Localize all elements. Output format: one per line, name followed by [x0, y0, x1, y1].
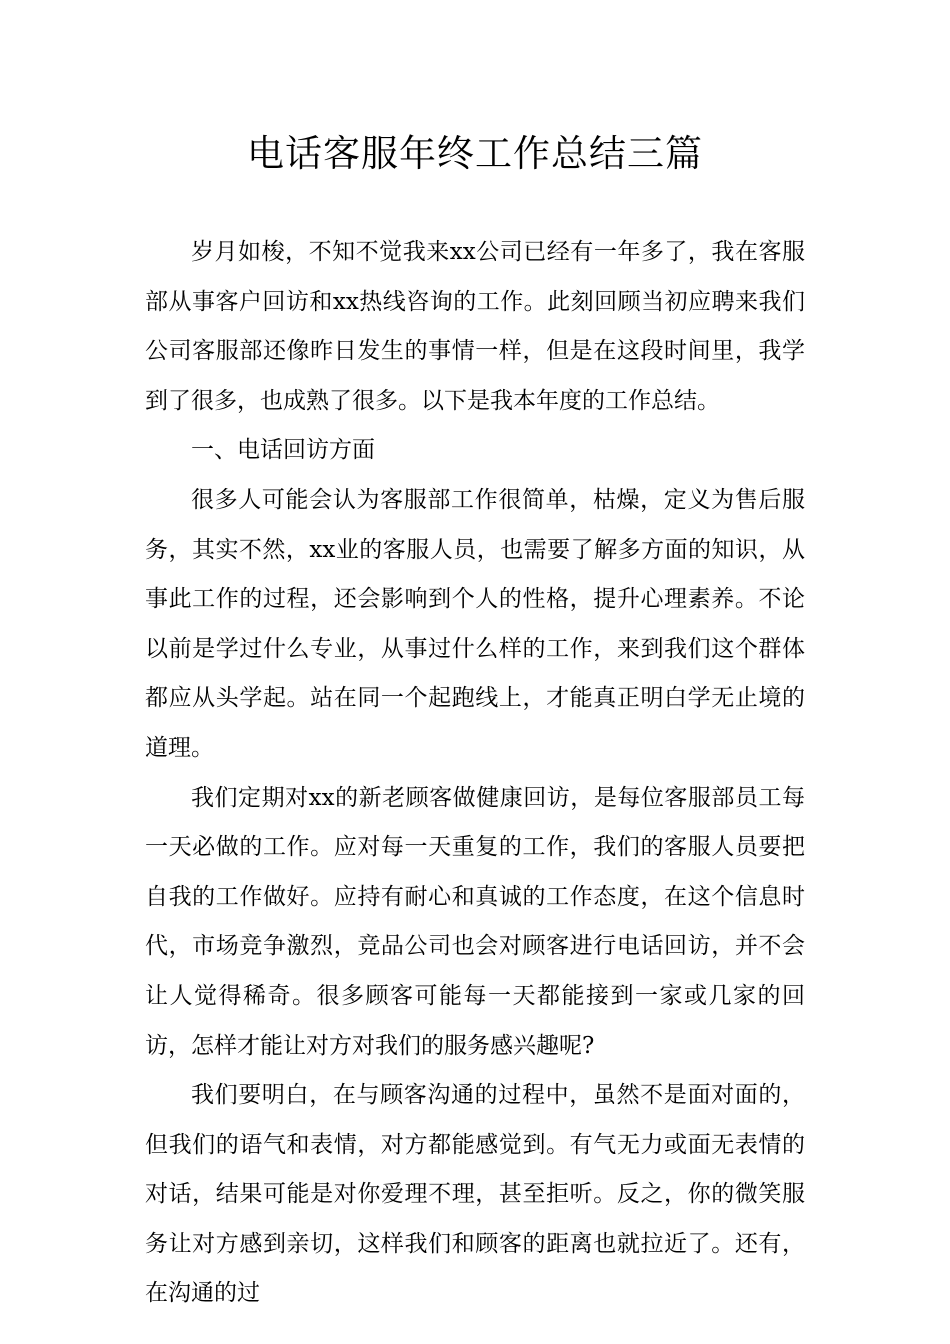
- paragraph-regular-followup: 我们定期对xx的新老顾客做健康回访，是每位客服部员工每一天必做的工作。应对每一天重复的工作，我们的客服人员要把自我的工作做好。应持有耐心和真诚的工作态度，在这个信息时代，市场竞争激烈，竞品公司也会对顾客进行电话回访，并不会让人觉得稀奇。很多顾客可能每一天都能接到一家或几家的回访，怎样才能让对方对我们的服务感兴趣呢?: [145, 784, 805, 1059]
- section-heading-phone-followup: 一、电话回访方面: [191, 437, 375, 464]
- paragraph-intro: 岁月如梭，不知不觉我来xx公司已经有一年多了，我在客服部从事客户回访和xx热线咨询的工作。此刻回顾当初应聘来我们公司客服部还像昨日发生的事情一样，但是在这段时间里，我学到了很多，也成熟了很多。以下是我本年度的工作总结。: [145, 239, 805, 414]
- document-body: [145, 228, 805, 1319]
- paragraph-job-knowledge: 很多人可能会认为客服部工作很简单，枯燥，定义为售后服务，其实不然，xx业的客服人员，也需要了解多方面的知识，从事此工作的过程，还会影响到个人的性格，提升心理素养。不论以前是学过什么专业，从事过什么样的工作，来到我们这个群体都应从头学起。站在同一个起跑线上，才能真正明白学无止境的道理。: [145, 486, 805, 761]
- document-title: 电话客服年终工作总结三篇: [247, 132, 703, 175]
- paragraph-communication-tone: 我们要明白，在与顾客沟通的过程中，虽然不是面对面的，但我们的语气和表情，对方都能感觉到。有气无力或面无表情的对话，结果可能是对你爱理不理，甚至拒听。反之，你的微笑服务让对方感到亲切，这样我们和顾客的距离也就拉近了。还有，在沟通的过: [145, 1082, 805, 1307]
